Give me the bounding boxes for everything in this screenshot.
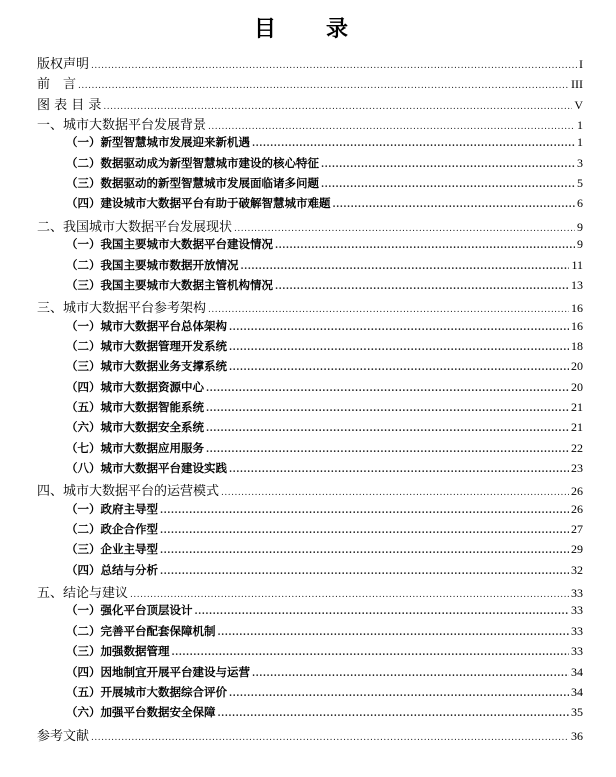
toc-leader-dots xyxy=(234,224,575,234)
toc-entry-page-number: 16 xyxy=(571,301,583,316)
toc-leader-dots xyxy=(206,445,569,455)
toc-entry[interactable] xyxy=(37,725,583,744)
toc-entry-label: （四）总结与分析 xyxy=(66,562,158,577)
toc-entry-label: 四、城市大数据平台的运营模式 xyxy=(37,484,220,500)
toc-entry-label: （三）数据驱动的新型智慧城市发展面临诸多问题 xyxy=(66,176,319,191)
toc-entry-page-number: 20 xyxy=(571,379,583,394)
toc-entry-page-number: 11 xyxy=(571,257,583,272)
toc-entry-page-number: 33 xyxy=(571,644,583,659)
toc-leader-dots xyxy=(206,404,569,414)
toc-entry-label: （七）城市大数据应用服务 xyxy=(66,440,204,455)
toc-leader-dots xyxy=(252,139,575,149)
toc-entry[interactable] xyxy=(66,440,583,456)
toc-entry[interactable] xyxy=(66,358,583,374)
toc-entry-label: （二）政企合作型 xyxy=(66,522,158,537)
toc-leader-dots xyxy=(208,305,569,315)
toc-entry-label: （一）我国主要城市大数据平台建设情况 xyxy=(66,237,273,252)
toc-leader-dots xyxy=(172,648,570,658)
toc-entry-page-number: 5 xyxy=(577,176,583,191)
toc-entry-page-number: 16 xyxy=(571,318,583,333)
toc-entry-page-number: 6 xyxy=(577,196,583,211)
toc-entry-page-number: 27 xyxy=(571,522,583,537)
toc-leader-dots xyxy=(195,607,570,617)
toc-entry[interactable] xyxy=(66,501,583,517)
toc-leader-dots xyxy=(321,180,575,190)
toc-leader-dots xyxy=(229,343,569,353)
toc-entry-page-number: 21 xyxy=(571,420,583,435)
toc-leader-dots xyxy=(229,363,569,373)
toc-entry-page-number: 29 xyxy=(571,542,583,557)
toc-entry[interactable] xyxy=(66,134,583,150)
toc-leader-dots xyxy=(160,526,569,536)
toc-leader-dots xyxy=(130,590,569,600)
toc-entry-page-number: 9 xyxy=(577,237,583,252)
toc-entry-label: （三）企业主导型 xyxy=(66,542,158,557)
toc-entry[interactable] xyxy=(66,379,583,395)
toc-entry-label: 三、城市大数据平台参考架构 xyxy=(37,301,207,317)
toc-entry-page-number: 36 xyxy=(571,728,583,743)
toc-entry-label: （一）强化平台顶层设计 xyxy=(66,603,193,618)
toc-entry[interactable] xyxy=(37,582,583,601)
toc-entry-label: （三）城市大数据业务支撑系统 xyxy=(66,359,227,374)
toc-entry-label: （一）新型智慧城市发展迎来新机遇 xyxy=(66,135,250,150)
toc-entry[interactable] xyxy=(66,562,583,578)
toc-entry-label: 参考文献 xyxy=(37,728,90,744)
toc-entry-label: （二）我国主要城市数据开放情况 xyxy=(66,257,239,272)
toc-entry-page-number: 26 xyxy=(571,484,583,499)
toc-entry[interactable] xyxy=(66,399,583,415)
toc-leader-dots xyxy=(229,689,569,699)
toc-entry-page-number: I xyxy=(579,57,583,71)
toc-entry-page-number: 13 xyxy=(571,277,583,292)
toc-entry[interactable] xyxy=(66,155,583,171)
toc-entry-page-number: 23 xyxy=(571,461,583,475)
toc-entry[interactable] xyxy=(66,623,583,639)
toc-leader-dots xyxy=(252,669,569,679)
toc-entry-label: （五）城市大数据智能系统 xyxy=(66,399,204,414)
toc-entry-label: （二）完善平台配套保障机制 xyxy=(66,623,216,638)
toc-entry-label: 前 言 xyxy=(37,77,77,93)
toc-entry[interactable] xyxy=(66,541,583,557)
toc-leader-dots xyxy=(160,567,569,577)
toc-entry-label: （二）城市大数据管理开发系统 xyxy=(66,338,227,353)
toc-entry[interactable] xyxy=(66,664,583,680)
toc-entry[interactable] xyxy=(66,236,583,252)
toc-entry-label: （五）开展城市大数据综合评价 xyxy=(66,684,227,699)
toc-leader-dots xyxy=(275,241,575,251)
toc-entry[interactable] xyxy=(66,704,583,720)
toc-leader-dots xyxy=(333,200,576,210)
toc-leader-dots xyxy=(218,628,570,638)
toc-leader-dots xyxy=(221,488,569,498)
toc-entry[interactable] xyxy=(66,460,583,476)
toc-leader-dots xyxy=(160,546,569,556)
toc-entry[interactable] xyxy=(66,602,583,618)
toc-leader-dots xyxy=(229,323,569,333)
toc-leader-dots xyxy=(321,160,575,170)
toc-entry-page-number: 1 xyxy=(577,135,583,150)
toc-leader-dots xyxy=(208,122,575,132)
toc-entry[interactable] xyxy=(66,277,583,293)
toc-entry-page-number: 33 xyxy=(571,603,583,618)
toc-leader-dots xyxy=(91,61,577,71)
toc-entry-label: （六）城市大数据安全系统 xyxy=(66,420,204,435)
toc-leader-dots xyxy=(206,424,569,434)
toc-leader-dots xyxy=(206,384,569,394)
toc-entry[interactable] xyxy=(66,643,583,659)
toc-entry-label: （三）我国主要城市大数据主管机构情况 xyxy=(66,277,273,292)
toc-entry-page-number: V xyxy=(574,97,583,112)
toc-leader-dots xyxy=(229,465,569,475)
toc-entry-page-number: 35 xyxy=(571,705,583,720)
toc-entry[interactable] xyxy=(66,257,583,273)
toc-entry-page-number: 33 xyxy=(571,586,583,601)
toc-entry-page-number: 18 xyxy=(571,338,583,353)
toc-entry[interactable] xyxy=(37,94,583,113)
toc-entry[interactable] xyxy=(37,480,583,499)
toc-entry-label: （四）城市大数据资源中心 xyxy=(66,379,204,394)
toc-entry-page-number: 9 xyxy=(577,219,583,234)
toc-entry-label: （四）因地制宜开展平台建设与运营 xyxy=(66,664,250,679)
toc-entry-page-number: 22 xyxy=(571,440,583,455)
toc-entry[interactable] xyxy=(66,419,583,435)
toc-entry-label: 二、我国城市大数据平台发展现状 xyxy=(37,219,233,235)
toc-entry[interactable] xyxy=(37,114,583,133)
toc-entry-page-number: 3 xyxy=(577,155,583,170)
toc-entry[interactable] xyxy=(37,53,583,72)
toc-entry-label: （三）加强数据管理 xyxy=(66,644,170,659)
toc-entry-label: 版权声明 xyxy=(37,57,90,72)
toc-entry[interactable] xyxy=(66,175,583,191)
toc-leader-dots xyxy=(275,282,569,292)
toc-entry-page-number: III xyxy=(571,77,583,92)
toc-entry-label: 一、城市大数据平台发展背景 xyxy=(37,118,207,134)
toc-entry-page-number: 34 xyxy=(571,684,583,699)
toc-entry[interactable] xyxy=(66,318,583,334)
toc-leader-dots xyxy=(160,506,569,516)
toc-entry[interactable] xyxy=(66,195,583,211)
toc-entry-page-number: 34 xyxy=(571,664,583,679)
toc-entry-label: （一）政府主导型 xyxy=(66,501,158,516)
toc-entry-page-number: 21 xyxy=(571,399,583,414)
toc-leader-dots xyxy=(218,709,570,719)
toc-entry-page-number: 1 xyxy=(577,118,583,133)
toc-entry-label: （六）加强平台数据安全保障 xyxy=(66,705,216,720)
toc-leader-dots xyxy=(91,733,569,743)
toc-entry[interactable] xyxy=(37,73,583,92)
toc-entry-page-number: 32 xyxy=(571,562,583,577)
toc-entry[interactable] xyxy=(66,338,583,354)
toc-entry-label: （八）城市大数据平台建设实践 xyxy=(66,461,227,475)
toc-entry-label: （一）城市大数据平台总体架构 xyxy=(66,318,227,333)
toc-entry-page-number: 33 xyxy=(571,623,583,638)
toc-entry-label: 图 表 目 录 xyxy=(37,97,102,113)
toc-entry[interactable] xyxy=(37,216,583,235)
toc-leader-dots xyxy=(103,102,572,112)
toc-entry-page-number: 20 xyxy=(571,359,583,374)
toc-entry[interactable] xyxy=(66,521,583,537)
toc-leader-dots xyxy=(241,262,570,272)
toc-entry-label: （二）数据驱动成为新型智慧城市建设的核心特征 xyxy=(66,155,319,170)
page-title: 目 录 xyxy=(253,17,362,42)
toc-entry-label: （四）建设城市大数据平台有助于破解智慧城市难题 xyxy=(66,196,331,211)
toc-entry-label: 五、结论与建议 xyxy=(37,586,129,602)
toc-leader-dots xyxy=(78,81,569,91)
toc-entry[interactable] xyxy=(66,684,583,700)
toc-entry[interactable] xyxy=(37,297,583,316)
toc-entry-page-number: 26 xyxy=(571,501,583,516)
